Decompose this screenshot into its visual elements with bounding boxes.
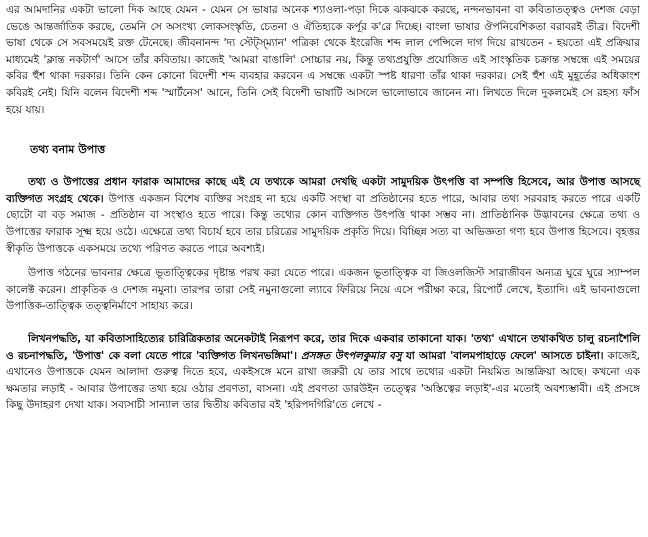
paragraph-fact-vs-data-bold: তথ্য ও উপাত্তের প্রধান ফারাক আমাদের কাছে এই যে তথ্যকে আমরা দেখছি একটা সামুদয়িক উৎপত্তি বা সম্পত্তি হিসেবে, আর উপাত্ত আসছে ব্যক্তিগত সংগ্রহ থেকে। <box>6 176 640 205</box>
spacer <box>6 315 640 331</box>
spacer <box>6 257 640 265</box>
paragraph-writing-method-italic: প্রসঙ্গত উৎপলকুমার বসু <box>300 349 402 362</box>
paragraph-fact-vs-data-body: উপাত্ত একজন বিশেষ ব্যক্তির সংগ্রহ না হয়ে একটি সংস্থা বা প্রতিষ্ঠানের হতে পারে, আবার তথ্য সরবরাহ করতে পারে একটি ছোটো বা বড় সমাজ - প্রতিষ্ঠান বা সংস্থাও হতে পারে। কিন্তু তথ্যের কোন ব্যক্তিগত উৎপত্তি থাকা সম্ভব না। প্রাতিষ্ঠানিক উদ্ভাবনের ক্ষেত্রে তথ্য ও উপাত্তের ফারাক সূক্ষ্ম হয়ে ওঠে। এক্ষেত্রে তথ্য বিচার্য হবে তার চরিত্রের সামুদয়িক প্রকৃতি দিয়ে। বিচ্ছিন্ন সত্য বা অভিজ্ঞতা গণ্য হবে উপাত্ত হিসেবে। বৃহত্তর স্বীকৃতি উপাত্তকে একসময়ে তথ্যে পরিণত করতে পারে অবশ্যই। <box>6 192 640 255</box>
spacer <box>6 158 640 174</box>
paragraph-fact-vs-data <box>6 174 640 257</box>
paragraph-geologist: উপাত্ত গঠনের ভাবনার ক্ষেত্রে ভূতাত্ত্বিকের দৃষ্টান্ত পরখ করা যেতে পারে। একজন ভূতাত্ত্বিক বা জিওলজিস্ট সারাজীবন অন্যত্র ঘুরে ঘুরে স্যাম্পল কালেক্ট করেন। প্রাকৃতিক ও দেশজ নমুনা। তারপর তারা সেই নমুনাগুলো ল্যাবে ফিরিয়ে নিয়ে এসে পরীক্ষা করে, রিপোর্ট লেখে, ইত্যাদি। এই ভাবনাগুলো উপাত্তিক-তাত্ত্বিক তত্ত্বনির্মাণে সাহায্য করে। <box>6 267 640 313</box>
paragraph-writing-method-bold-2: যা আমরা 'বালমপাহাড়ে ফেলে' আসতে চাইনা। <box>405 349 604 362</box>
paragraph-intro: এর আমদানির একটা ভালো দিক আছে যেমন - যেমন সে ভাষার অনেক শ্যাওলা-পড়া দিকে ঝকঝকে করছে, নন্দনভাবনা বা কবিতাতত্ত্বও দেশজ বেড়া ভেঙে আন্তর্জাতিক করছে, তেমনি সে অসংখ্য লোকসংস্কৃতি, চেতনা ও ঐতিহ্যকে কর্পূর ক'রে দিচ্ছে। বাংলা ভাষার ঔপনিবেশিকতা বরাবরই তীব্র। বিদেশী ভাষা থেকে সে সবসময়েই রক্ত টেনেছে। জীবনানন্দ 'দ্য স্টেট্‌স্‌ম্যান' পত্রিকা থেকে ইংরেজি শব্দ লাল পেন্সিলে দাগ দিয়ে রাখতেন - হয়তো এই প্রক্রিয়ার মাধ্যমেই 'ক্লান্ত নকটার্ণ' আসে তাঁর কবিতায়। কাজেই 'আমরা বাঙালি' সোচ্চার নয়, কিন্তু তথ্যপ্রযুক্তি প্রযোজিত এই সাংস্কৃতিক চক্রান্ত সম্বন্ধে এই সময়ের কবির হুঁশ থাকা দরকার। তিনি কেন কোনো বিদেশী শব্দ ব্যবহার করবেন এ সম্বন্ধে একটা স্পষ্ট ধারণা তাঁর থাকা দরকার। সেই হুঁশ এই মুহূর্তের অধিকাংশ কবিরই নেই। যিনি বলেন বিদেশী শব্দ 'স্মার্টনেস' আনে, তিনি সেই বিদেশী ভাষাটি আসলে ভালোভাবে জানেন না। লিখতে দিলে দুকলমেই সে রহস্য ফাঁস হয়ে যায়। <box>6 4 640 116</box>
spacer <box>6 118 640 142</box>
paragraph-writing-method <box>6 331 640 414</box>
paragraph-writing-method-bold: লিখনপদ্ধতি, যা কবিতাসাহিত্যের চারিত্রিকতার অনেকটাই নিরূপণ করে, তার দিকে একবার তাকানো যাক। 'তথ্য' এখানে তথাকথিত চালু রচনাশৈলি ও রচনাপদ্ধতি, 'উপাত্ত' কে বলা যেতে পারে 'ব্যক্তিগত লিখনভঙ্গিমা'। <box>6 332 640 362</box>
section-heading: তথ্য বনাম উপাত্ত <box>30 143 106 157</box>
paragraph-writing-method-body: কাজেই, এখানেও উপাত্তকে যেমন আলাদা গুরুত্ব দিতে হবে, একইসঙ্গে মনে রাখা জরুরী যে তার সাথে তথ্যের একটা নিয়মিত আন্তক্রিয়া আছে। কখনো এক ক্ষমতার লড়াই - আবার উপাত্তের তথ্য হয়ে ওঠার প্রবণতা, বাসনা। এই প্রবণতা ডারউইন তত্ত্বের 'অস্তিত্বের লড়াই'-এর মতোই অবশ্যম্ভাবী। এই প্রসঙ্গে কিছু উদাহরণ দেখা যাক। সব্যসাচী সান্যাল তার দ্বিতীয় কবিতার বই 'হরিপদগিরি'তে লেখে - <box>6 349 640 412</box>
